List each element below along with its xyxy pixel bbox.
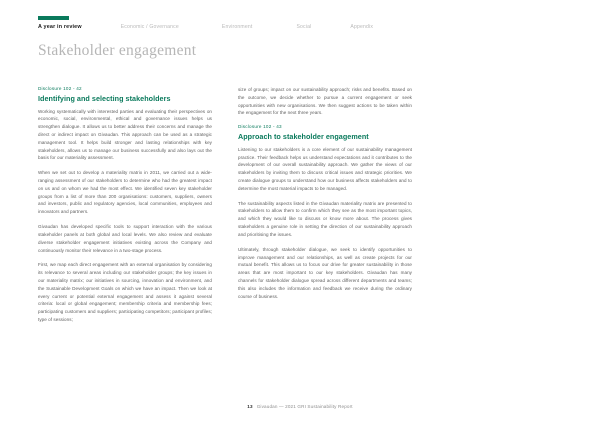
footer-report-title: Givaudan — 2021 GRI Sustainability Report — [256, 404, 353, 409]
left-paragraph-2: When we set out to develop a materiality matrix in 2011, we carried out a wide-ranging assessment of our stakeholders to determine who had the greatest impact on us and on whom we had the most effect. We identified seven key stakeholder groups from a list of more than 200 organisations: customers, suppliers, owners and investors, public and regulatory agencies, local communities, employees and innovators and partners. — [38, 170, 212, 215]
page-footer — [0, 404, 600, 409]
nav-item-economic-governance[interactable]: Economic / Governance — [120, 24, 179, 30]
left-disclosure-label: Disclosure 102 - 42 — [38, 86, 82, 91]
right-paragraph-1: Listening to our stakeholders is a core element of our sustainability management practice. Their feedback helps us understand expectations and it contributes to the development of our overall sustainability approach. We gather the views of our stakeholders by inviting them to discuss critical issues and strategic priorities. We create dialogue groups to understand how our business affects stakeholders and to determine the most material impacts to be managed. — [238, 146, 412, 191]
left-section-heading: Identifying and selecting stakeholders — [38, 93, 171, 103]
left-paragraph-1: Working systematically with interested parties and evaluating their perspectives on economic, social, environmental, ethical and governance issues helps us strengthen dialogue. It allows us to better address their concerns and manage the direct or indirect impact on Givaudan. This approach can be used as a strategic management tool. It helps build stronger and lasting relationships with key stakeholders, allows us to manage our business successfully and also lays out the basis for our materiality assessment. — [38, 108, 212, 161]
page-title: Stakeholder engagement — [38, 42, 197, 59]
footer-page-number: 13 — [247, 404, 253, 409]
nav-item-appendix[interactable]: Appendix — [350, 24, 374, 30]
left-paragraph-4: First, we map each direct engagement with an external organisation by considering its relevance to several areas including our stakeholder groups; the key issues in our materiality matrix; our initiatives in sourcing, innovation and environment, and the Sustainable Development Goals on which we have an impact. Then we look at every current or potential external engagement and assess it against several criteria: local or global engagement; membership criteria and membership fees; participating customers and suppliers; participating competitors; participant profiles; type of sessions; — [38, 262, 212, 322]
right-column — [238, 86, 412, 324]
right-continuation-paragraph: size of groups; impact on our sustainability approach; risks and benefits. Based on the outcome, we decide whether to pursue a current engagement or seek opportunities with new organisations. We then suggest actions to be taken within the engagement for the next three years. — [238, 87, 412, 116]
nav-item-list — [38, 24, 563, 30]
active-nav-accent-bar — [38, 16, 69, 20]
top-navigation — [38, 16, 563, 38]
right-section-heading: Approach to stakeholder engagement — [238, 131, 369, 141]
right-disclosure-label: Disclosure 102 - 43 — [238, 124, 282, 130]
right-paragraph-3: Ultimately, through stakeholder dialogue, we seek to identify opportunities to improve management and our relationships, as well as create projects for our mutual benefit. This allows us to focus our drive for greater sustainability in those areas that are most important to our key stakeholders. Givaudan has many channels for stakeholder dialogue spread across different departments and teams; this also includes the information and feedback we receive during the ordinary course of business. — [238, 246, 412, 299]
left-paragraph-3: Givaudan has developed specific tools to support interaction with the various stakeholder panels at both global and local levels. We also review and evaluate diverse stakeholder engagement initiatives existing across the Company and continuously monitor their relevance in a two-stage process. — [38, 224, 212, 253]
nav-item-social[interactable]: Social — [296, 24, 312, 30]
right-paragraph-2: The sustainability aspects listed in the Givaudan materiality matrix are presented to stakeholders to allow them to confirm which they see as the most important topics, and which they would like to discuss or know more about. The process gives stakeholders a genuine role in setting the direction of our sustainability approach and prioritising the issues. — [238, 200, 412, 237]
content-columns — [38, 86, 562, 324]
nav-item-a-year-in-review[interactable]: A year in review — [38, 24, 82, 30]
nav-item-environment[interactable]: Environment — [221, 24, 253, 30]
left-column — [38, 86, 212, 324]
